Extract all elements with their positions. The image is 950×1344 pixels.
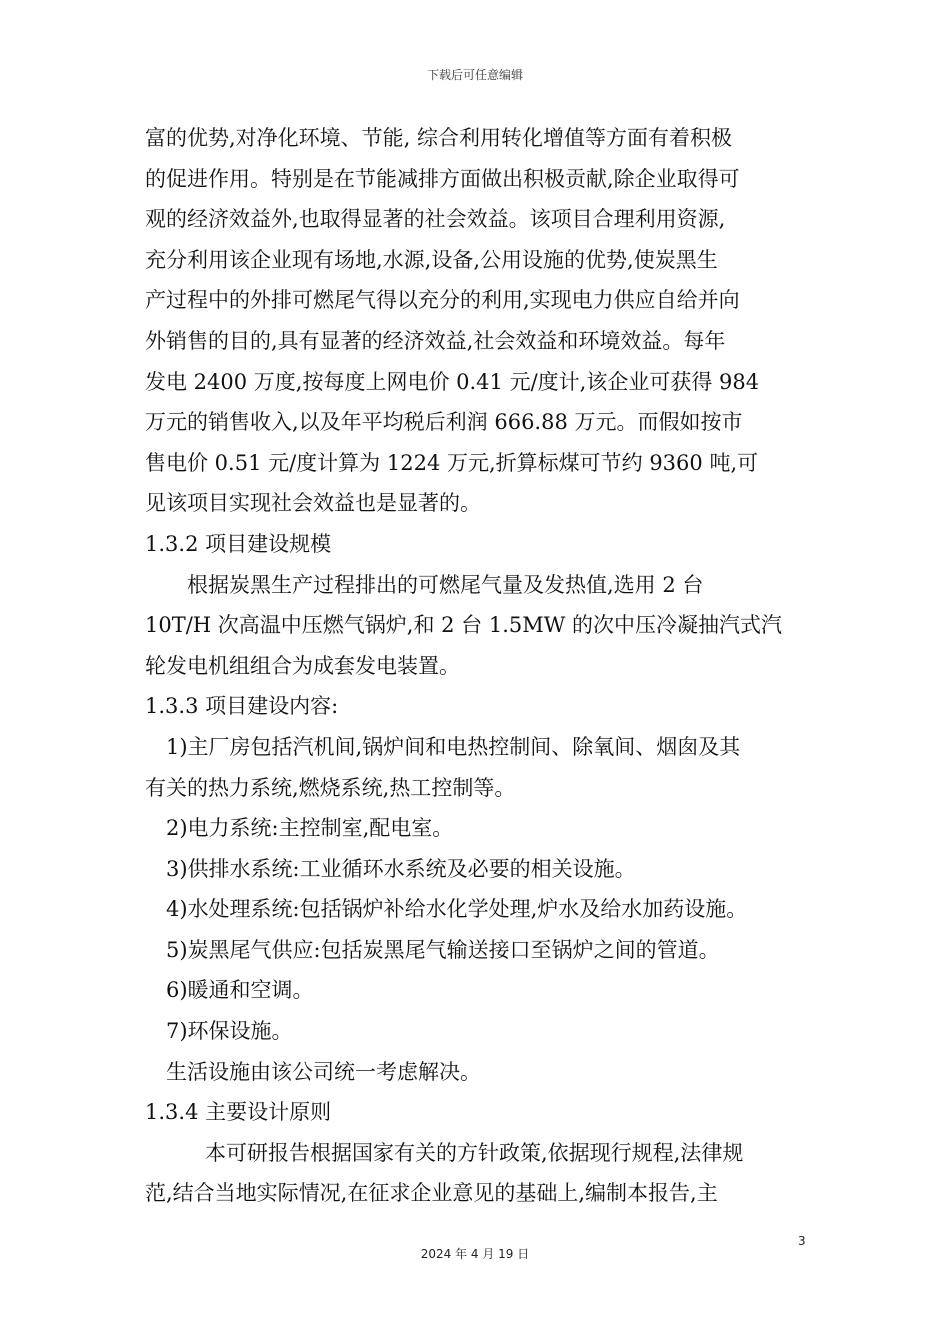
paragraph-line: 有关的热力系统,燃烧系统,热工控制等。 [145, 775, 516, 800]
paragraph-line: 充分利用该企业现有场地,水源,设备,公用设施的优势,使炭黑生 [145, 247, 718, 272]
list-item: 6)暖通和空调。 [166, 978, 314, 1003]
paragraph-line: 富的优势,对净化环境、节能, 综合利用转化增值等方面有着积极 [145, 126, 733, 150]
list-item: 3)供排水系统:工业循环水系统及必要的相关设施。 [166, 856, 636, 881]
list-item: 7)环保设施。 [166, 1019, 293, 1044]
list-item: 2)电力系统:主控制室,配电室。 [166, 816, 454, 841]
paragraph-line: 生活设施由该公司统一考虑解决。 [166, 1059, 481, 1084]
list-item: 4)水处理系统:包括锅炉补给水化学处理,炉水及给水加药设施。 [166, 897, 748, 922]
paragraph-line: 观的经济效益外,也取得显著的社会效益。该项目合理利用资源, [145, 207, 726, 232]
list-item: 1)主厂房包括汽机间,锅炉间和电热控制间、除氧间、烟囱及其 [166, 734, 741, 759]
paragraph-line: 万元的销售收入,以及年平均税后利润 666.88 万元。而假如按市 [145, 410, 743, 435]
footer-date: 2024 年 4 月 19 日 [420, 1247, 530, 1261]
page-number: 3 [798, 1234, 806, 1248]
paragraph-line: 的促进作用。特别是在节能减排方面做出积极贡献,除企业取得可 [145, 166, 740, 191]
paragraph-line: 根据炭黑生产过程排出的可燃尾气量及发热值,选用 2 台 [187, 572, 704, 597]
section-heading: 1.3.3 项目建设内容: [145, 694, 339, 719]
paragraph-line: 本可研报告根据国家有关的方针政策,依据现行规程,法律规 [205, 1140, 744, 1165]
paragraph-line: 见该项目实现社会效益也是显著的。 [145, 491, 481, 516]
paragraph-line: 10T/H 次高温中压燃气锅炉,和 2 台 1.5MW 的次中压冷凝抽汽式汽 [145, 613, 783, 638]
paragraph-line: 产过程中的外排可燃尾气得以充分的利用,实现电力供应自给并向 [145, 288, 740, 313]
list-item: 5)炭黑尾气供应:包括炭黑尾气输送接口至锅炉之间的管道。 [166, 937, 720, 962]
paragraph-line: 外销售的目的,具有显著的经济效益,社会效益和环境效益。每年 [145, 328, 726, 353]
paragraph-line: 范,结合当地实际情况,在征求企业意见的基础上,编制本报告,主 [145, 1181, 718, 1206]
section-heading: 1.3.2 项目建设规模 [145, 531, 332, 556]
paragraph-line: 轮发电机组组合为成套发电装置。 [145, 653, 460, 678]
page-header: 下载后可任意编辑 [426, 68, 523, 82]
section-heading: 1.3.4 主要设计原则 [145, 1100, 332, 1125]
document-body [145, 118, 810, 1214]
paragraph-line: 售电价 0.51 元/度计算为 1224 万元,折算标煤可节约 9360 吨,可 [145, 450, 759, 475]
paragraph-line: 发电 2400 万度,按每度上网电价 0.41 元/度计,该企业可获得 984 [145, 369, 760, 394]
